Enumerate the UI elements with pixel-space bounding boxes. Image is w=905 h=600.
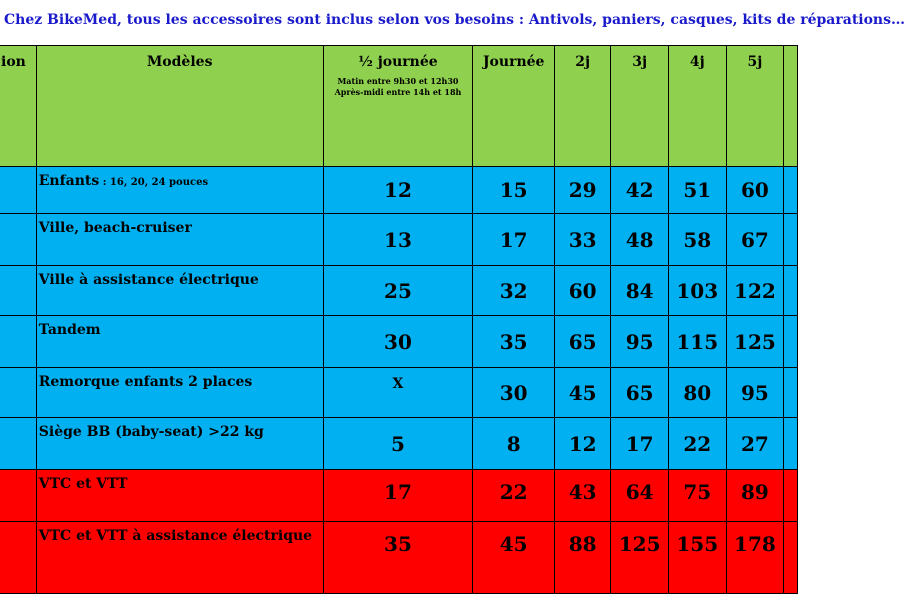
price-4-days: 115 <box>668 316 726 368</box>
model-name: Remorque enfants 2 places <box>38 374 253 390</box>
row-first-cell <box>0 470 36 522</box>
row-model <box>36 418 323 470</box>
price-2-days: 65 <box>554 316 610 368</box>
table-row <box>0 266 798 316</box>
price-half-day: 30 <box>323 316 473 368</box>
price-half-day: 12 <box>323 167 473 214</box>
model-name: Siège BB (baby-seat) >22 kg <box>38 424 264 440</box>
model-name: VTC et VTT <box>38 476 128 492</box>
row-model <box>36 167 323 214</box>
header-3-days: 3j <box>611 46 669 167</box>
price-2-days: 45 <box>554 368 610 418</box>
row-model <box>36 522 323 594</box>
price-table <box>0 45 798 594</box>
price-4-days: 22 <box>668 418 726 470</box>
price-2-days: 43 <box>554 470 610 522</box>
row-model <box>36 368 323 418</box>
price-day: 15 <box>473 167 555 214</box>
price-4-days: 75 <box>668 470 726 522</box>
price-half-day: 13 <box>323 214 473 266</box>
model-name: Tandem <box>38 322 101 338</box>
price-day: 32 <box>473 266 555 316</box>
row-first-cell <box>0 214 36 266</box>
row-first-cell <box>0 368 36 418</box>
price-5-days: 89 <box>726 470 784 522</box>
header-2-days: 2j <box>554 46 610 167</box>
header-edge-col <box>784 46 798 167</box>
row-edge-cell <box>784 522 798 594</box>
price-2-days: 60 <box>554 266 610 316</box>
row-edge-cell <box>784 418 798 470</box>
table-row <box>0 214 798 266</box>
model-name: Enfants <box>38 173 100 189</box>
price-day: 22 <box>473 470 555 522</box>
row-model <box>36 214 323 266</box>
row-edge-cell <box>784 316 798 368</box>
price-day: 17 <box>473 214 555 266</box>
row-edge-cell <box>784 368 798 418</box>
price-3-days: 48 <box>611 214 669 266</box>
price-3-days: 64 <box>611 470 669 522</box>
table-row <box>0 368 798 418</box>
price-4-days: 80 <box>668 368 726 418</box>
row-first-cell <box>0 167 36 214</box>
price-5-days: 67 <box>726 214 784 266</box>
price-5-days: 122 <box>726 266 784 316</box>
header-half-day-morning: Matin entre 9h30 et 12h30 <box>337 76 459 86</box>
model-name: Ville, beach-cruiser <box>38 220 192 236</box>
table-row <box>0 470 798 522</box>
price-day: 35 <box>473 316 555 368</box>
price-half-day: 35 <box>323 522 473 594</box>
header-half-day-afternoon: Après-midi entre 14h et 18h <box>334 87 462 97</box>
price-4-days: 58 <box>668 214 726 266</box>
table-row <box>0 418 798 470</box>
price-3-days: 125 <box>611 522 669 594</box>
header-first-col: ion <box>0 46 36 167</box>
row-first-cell <box>0 316 36 368</box>
price-3-days: 84 <box>611 266 669 316</box>
price-half-day: X <box>323 368 473 418</box>
table-row <box>0 522 798 594</box>
price-4-days: 155 <box>668 522 726 594</box>
price-half-day: 17 <box>323 470 473 522</box>
header-models: Modèles <box>36 46 323 167</box>
model-detail: : 16, 20, 24 pouces <box>99 177 209 188</box>
price-5-days: 125 <box>726 316 784 368</box>
table-row <box>0 167 798 214</box>
table-row <box>0 316 798 368</box>
price-3-days: 95 <box>611 316 669 368</box>
price-3-days: 42 <box>611 167 669 214</box>
row-first-cell <box>0 266 36 316</box>
row-edge-cell <box>784 214 798 266</box>
price-2-days: 12 <box>554 418 610 470</box>
price-5-days: 178 <box>726 522 784 594</box>
model-name: VTC et VTT à assistance électrique <box>38 528 313 544</box>
price-5-days: 27 <box>726 418 784 470</box>
price-2-days: 33 <box>554 214 610 266</box>
table-header-row <box>0 46 798 167</box>
header-5-days: 5j <box>726 46 784 167</box>
price-3-days: 17 <box>611 418 669 470</box>
price-day: 8 <box>473 418 555 470</box>
row-edge-cell <box>784 266 798 316</box>
price-5-days: 95 <box>726 368 784 418</box>
header-4-days: 4j <box>668 46 726 167</box>
model-name: Ville à assistance électrique <box>38 272 259 288</box>
row-first-cell <box>0 522 36 594</box>
price-4-days: 103 <box>668 266 726 316</box>
price-5-days: 60 <box>726 167 784 214</box>
price-half-day: 5 <box>323 418 473 470</box>
header-half-day-label: ½ journée <box>358 54 438 70</box>
price-day: 30 <box>473 368 555 418</box>
price-3-days: 65 <box>611 368 669 418</box>
price-2-days: 29 <box>554 167 610 214</box>
row-model <box>36 470 323 522</box>
price-2-days: 88 <box>554 522 610 594</box>
row-model <box>36 266 323 316</box>
header-half-day <box>323 46 473 167</box>
header-day: Journée <box>473 46 555 167</box>
price-day: 45 <box>473 522 555 594</box>
price-4-days: 51 <box>668 167 726 214</box>
price-half-day: 25 <box>323 266 473 316</box>
page-banner: Chez BikeMed, tous les accessoires sont inclus selon vos besoins : Antivols, paniers, casques, kits de réparations… <box>4 12 905 28</box>
row-edge-cell <box>784 167 798 214</box>
row-edge-cell <box>784 470 798 522</box>
row-model <box>36 316 323 368</box>
row-first-cell <box>0 418 36 470</box>
